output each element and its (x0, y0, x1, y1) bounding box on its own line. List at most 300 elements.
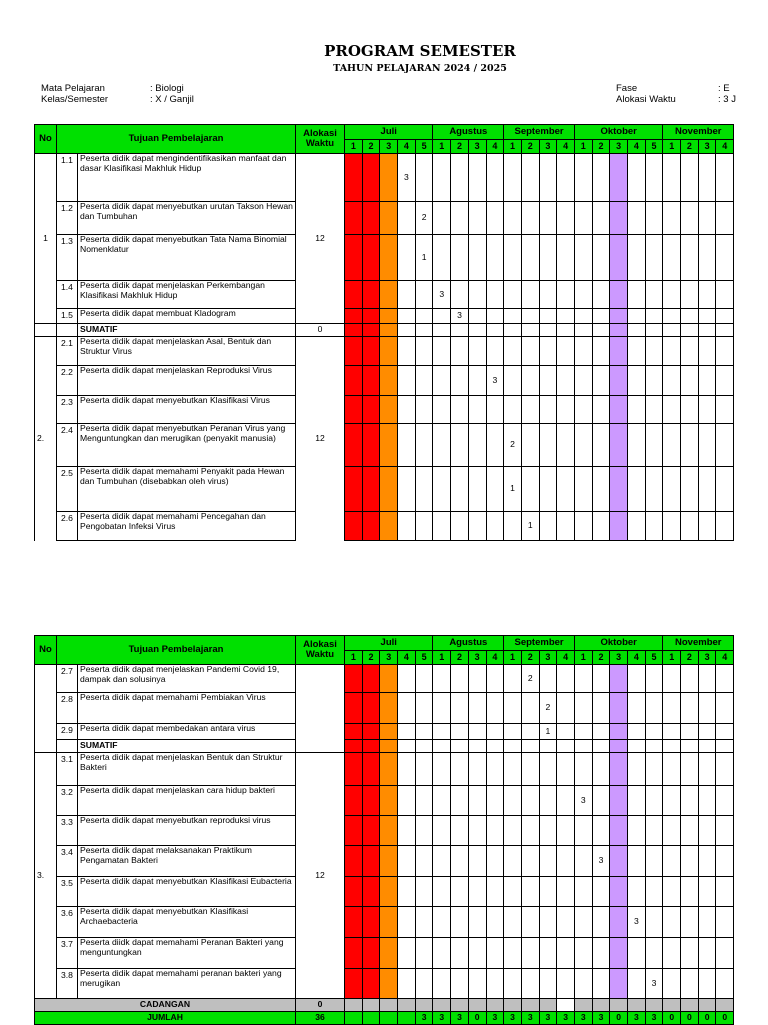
jumlah-week: 3 (557, 1012, 575, 1025)
row-text: Peserta diidk dapat memahami Peranan Bakteri yang menguntungkan (78, 938, 296, 969)
week-cell (592, 235, 610, 281)
row-code: 3.5 (57, 877, 78, 907)
week-cell (415, 337, 433, 366)
week-cell (610, 816, 628, 846)
alokasi-value: : 3 J (718, 94, 736, 105)
week-cell (362, 337, 380, 366)
week-cell (698, 154, 716, 202)
mapel-value: : Biologi (150, 83, 184, 94)
week-cell (380, 366, 398, 396)
week-cell (521, 396, 539, 424)
week-cell (574, 512, 592, 541)
header-week: 3 (539, 651, 557, 665)
week-cell (362, 740, 380, 753)
week-cell: 2 (539, 693, 557, 724)
week-cell (557, 740, 575, 753)
week-cell (645, 846, 663, 877)
week-cell (539, 999, 557, 1012)
week-cell (698, 337, 716, 366)
table-row (35, 753, 734, 786)
week-cell (574, 665, 592, 693)
week-cell (557, 366, 575, 396)
row-code: 2.7 (57, 665, 78, 693)
week-cell (468, 202, 486, 235)
week-cell (521, 907, 539, 938)
week-cell (521, 846, 539, 877)
header-week: 3 (468, 140, 486, 154)
header-week: 5 (415, 140, 433, 154)
week-cell (433, 786, 451, 816)
sumatif-label: SUMATIF (78, 324, 296, 337)
row-alokasi: 12 (296, 337, 345, 541)
week-cell (521, 337, 539, 366)
week-cell (628, 938, 646, 969)
week-cell (574, 816, 592, 846)
jumlah-week: 0 (468, 1012, 486, 1025)
week-cell (345, 846, 363, 877)
week-cell (610, 309, 628, 324)
schedule-table-2 (34, 635, 734, 1025)
week-cell: 1 (521, 512, 539, 541)
week-cell (380, 938, 398, 969)
week-cell (663, 424, 681, 467)
header-week: 5 (415, 651, 433, 665)
week-cell (663, 512, 681, 541)
week-cell (610, 512, 628, 541)
week-cell (380, 202, 398, 235)
row-text: Peserta didik dapat menjelaskan Pandemi Covid 19, dampak dan solusinya (78, 665, 296, 693)
header-month: Juli (345, 636, 433, 651)
week-cell (451, 740, 469, 753)
week-cell (362, 154, 380, 202)
jumlah-week: 3 (451, 1012, 469, 1025)
header-week: 3 (698, 651, 716, 665)
week-cell: 1 (539, 724, 557, 740)
jumlah-week: 3 (645, 1012, 663, 1025)
cadangan-row (35, 999, 734, 1012)
row-code: 2.2 (57, 366, 78, 396)
week-cell (592, 693, 610, 724)
week-cell: 2 (415, 202, 433, 235)
header-week: 2 (362, 140, 380, 154)
week-cell (681, 154, 699, 202)
header-week: 4 (398, 651, 416, 665)
table-row (35, 938, 734, 969)
week-cell (698, 969, 716, 999)
week-cell (451, 324, 469, 337)
week-cell (451, 724, 469, 740)
week-cell (521, 235, 539, 281)
week-cell (539, 396, 557, 424)
table-row (35, 786, 734, 816)
week-cell (539, 877, 557, 907)
week-cell: 1 (415, 235, 433, 281)
jumlah-week: 3 (574, 1012, 592, 1025)
table-row (35, 907, 734, 938)
row-code: 2.9 (57, 724, 78, 740)
week-cell (504, 396, 522, 424)
week-cell (398, 324, 416, 337)
week-cell (468, 693, 486, 724)
header-week: 3 (380, 651, 398, 665)
week-cell (415, 309, 433, 324)
jumlah-row (35, 1012, 734, 1025)
week-cell (592, 969, 610, 999)
week-cell (504, 235, 522, 281)
week-cell (504, 366, 522, 396)
jumlah-week: 3 (415, 1012, 433, 1025)
week-cell (345, 281, 363, 309)
week-cell (557, 424, 575, 467)
week-cell (468, 396, 486, 424)
week-cell (645, 877, 663, 907)
jumlah-week: 3 (433, 1012, 451, 1025)
week-cell (557, 235, 575, 281)
row-text: Peserta didik dapat menyebutkan Klasifikasi Archaebacteria (78, 907, 296, 938)
header-week: 4 (486, 140, 504, 154)
week-cell: 3 (574, 786, 592, 816)
week-cell (468, 154, 486, 202)
header-month: September (504, 125, 575, 140)
week-cell (557, 324, 575, 337)
week-cell (698, 786, 716, 816)
table-row (35, 235, 734, 281)
week-cell (716, 665, 734, 693)
header-week: 1 (433, 651, 451, 665)
week-cell (415, 753, 433, 786)
week-cell (592, 753, 610, 786)
week-cell (698, 202, 716, 235)
jumlah-week (345, 1012, 363, 1025)
week-cell (398, 467, 416, 512)
week-cell (433, 337, 451, 366)
week-cell (592, 366, 610, 396)
week-cell (380, 753, 398, 786)
week-cell (681, 309, 699, 324)
week-cell (698, 424, 716, 467)
row-alokasi (296, 665, 345, 753)
week-cell (345, 907, 363, 938)
week-cell (539, 753, 557, 786)
week-cell (415, 938, 433, 969)
row-text: Peserta didik dapat membuat Kladogram (78, 309, 296, 324)
week-cell (362, 396, 380, 424)
week-cell (415, 846, 433, 877)
week-cell (716, 816, 734, 846)
week-cell (628, 786, 646, 816)
header-month: Agustus (433, 125, 504, 140)
week-cell (557, 969, 575, 999)
week-cell (716, 424, 734, 467)
row-text: Peserta didik dapat memahami Penyakit pada Hewan dan Tumbuhan (disebabkan oleh virus) (78, 467, 296, 512)
cadangan-label: CADANGAN (35, 999, 296, 1012)
week-cell (539, 154, 557, 202)
week-cell (380, 467, 398, 512)
week-cell (716, 309, 734, 324)
week-cell (486, 324, 504, 337)
week-cell (380, 999, 398, 1012)
week-cell (592, 309, 610, 324)
week-cell (398, 846, 416, 877)
week-cell (486, 907, 504, 938)
sumatif-label: SUMATIF (78, 740, 296, 753)
week-cell (716, 693, 734, 724)
week-cell (698, 816, 716, 846)
week-cell (645, 938, 663, 969)
week-cell (698, 846, 716, 877)
week-cell (433, 693, 451, 724)
week-cell (574, 281, 592, 309)
jumlah-label: JUMLAH (35, 1012, 296, 1025)
week-cell (574, 753, 592, 786)
week-cell (521, 467, 539, 512)
week-cell (451, 235, 469, 281)
week-cell (451, 154, 469, 202)
week-cell (398, 235, 416, 281)
week-cell (592, 999, 610, 1012)
week-cell (574, 235, 592, 281)
header-week: 4 (557, 140, 575, 154)
week-cell (574, 337, 592, 366)
week-cell (681, 786, 699, 816)
week-cell (433, 396, 451, 424)
table-row (35, 724, 734, 740)
week-cell (380, 740, 398, 753)
week-cell (628, 512, 646, 541)
week-cell (398, 424, 416, 467)
week-cell (681, 665, 699, 693)
week-cell (574, 309, 592, 324)
week-cell (610, 999, 628, 1012)
week-cell (521, 693, 539, 724)
week-cell (362, 235, 380, 281)
week-cell (486, 512, 504, 541)
week-cell (539, 938, 557, 969)
week-cell (663, 938, 681, 969)
week-cell (645, 366, 663, 396)
week-cell (398, 366, 416, 396)
week-cell (415, 969, 433, 999)
week-cell (592, 396, 610, 424)
week-cell (451, 337, 469, 366)
week-cell (698, 753, 716, 786)
week-cell (539, 467, 557, 512)
week-cell (415, 877, 433, 907)
week-cell (380, 337, 398, 366)
header-week: 3 (698, 140, 716, 154)
header-week: 1 (433, 140, 451, 154)
week-cell (451, 665, 469, 693)
week-cell (628, 396, 646, 424)
week-cell (698, 740, 716, 753)
week-cell (380, 907, 398, 938)
week-cell (539, 969, 557, 999)
week-cell (716, 337, 734, 366)
week-cell (415, 816, 433, 846)
week-cell (451, 693, 469, 724)
week-cell (521, 309, 539, 324)
week-cell (663, 202, 681, 235)
row-text: Peserta didik dapat menyebutkan Klasifikasi Eubacteria (78, 877, 296, 907)
week-cell (698, 512, 716, 541)
table-row (35, 202, 734, 235)
week-cell (716, 786, 734, 816)
week-cell (451, 846, 469, 877)
week-cell (468, 665, 486, 693)
week-cell (628, 467, 646, 512)
week-cell (345, 786, 363, 816)
week-cell (486, 816, 504, 846)
week-cell (486, 467, 504, 512)
week-cell (716, 235, 734, 281)
table-row (35, 846, 734, 877)
week-cell (663, 846, 681, 877)
week-cell (398, 907, 416, 938)
header-month: September (504, 636, 575, 651)
week-cell (433, 907, 451, 938)
week-cell (610, 969, 628, 999)
row-code: 1.5 (57, 309, 78, 324)
week-cell (610, 366, 628, 396)
week-cell (504, 154, 522, 202)
week-cell (628, 337, 646, 366)
header-week: 2 (592, 140, 610, 154)
week-cell (433, 753, 451, 786)
row-text: Peserta didik dapat membedakan antara virus (78, 724, 296, 740)
week-cell (345, 724, 363, 740)
week-cell (628, 202, 646, 235)
week-cell (521, 740, 539, 753)
week-cell (698, 324, 716, 337)
table-row (35, 396, 734, 424)
week-cell (521, 324, 539, 337)
week-cell (610, 753, 628, 786)
table-row (35, 693, 734, 724)
week-cell (557, 846, 575, 877)
week-cell (539, 816, 557, 846)
row-no (35, 665, 57, 753)
week-cell (504, 337, 522, 366)
jumlah-week: 0 (716, 1012, 734, 1025)
week-cell (592, 740, 610, 753)
week-cell (433, 235, 451, 281)
week-cell (663, 907, 681, 938)
week-cell (663, 467, 681, 512)
week-cell (504, 512, 522, 541)
week-cell (451, 877, 469, 907)
week-cell (716, 512, 734, 541)
week-cell (362, 693, 380, 724)
week-cell (415, 786, 433, 816)
week-cell (716, 467, 734, 512)
week-cell (521, 366, 539, 396)
week-cell (433, 846, 451, 877)
week-cell (504, 969, 522, 999)
week-cell: 3 (398, 154, 416, 202)
week-cell (468, 907, 486, 938)
week-cell (574, 999, 592, 1012)
week-cell (486, 877, 504, 907)
week-cell (468, 786, 486, 816)
week-cell (557, 665, 575, 693)
week-cell (415, 467, 433, 512)
week-cell (610, 724, 628, 740)
week-cell (415, 907, 433, 938)
week-cell (592, 281, 610, 309)
week-cell (574, 467, 592, 512)
week-cell (628, 816, 646, 846)
week-cell (380, 309, 398, 324)
header-week: 4 (716, 651, 734, 665)
week-cell (557, 512, 575, 541)
week-cell (557, 907, 575, 938)
header-week: 2 (681, 140, 699, 154)
page-subtitle: TAHUN PELAJARAN 2024 / 2025 (333, 63, 507, 74)
header-tujuan: Tujuan Pembelajaran (57, 636, 296, 665)
jumlah-week: 3 (592, 1012, 610, 1025)
week-cell (663, 396, 681, 424)
week-cell (521, 938, 539, 969)
week-cell (398, 309, 416, 324)
cadangan-alokasi: 0 (296, 999, 345, 1012)
week-cell (645, 396, 663, 424)
week-cell (486, 740, 504, 753)
week-cell (362, 366, 380, 396)
week-cell (451, 396, 469, 424)
week-cell (362, 907, 380, 938)
week-cell (698, 938, 716, 969)
week-cell (628, 740, 646, 753)
week-cell (698, 907, 716, 938)
week-cell: 3 (645, 969, 663, 999)
week-cell (574, 969, 592, 999)
header-week: 1 (345, 140, 363, 154)
week-cell (486, 235, 504, 281)
jumlah-week (362, 1012, 380, 1025)
week-cell (716, 202, 734, 235)
row-text: Peserta didik dapat menyebutkan Tata Nama Binomial Nomenklatur (78, 235, 296, 281)
week-cell (557, 693, 575, 724)
week-cell (504, 877, 522, 907)
header-week: 2 (521, 651, 539, 665)
week-cell (521, 969, 539, 999)
week-cell (592, 786, 610, 816)
week-cell (663, 309, 681, 324)
week-cell (415, 665, 433, 693)
week-cell (486, 693, 504, 724)
week-cell (521, 877, 539, 907)
table-row (35, 337, 734, 366)
week-cell: 2 (504, 424, 522, 467)
week-cell (681, 396, 699, 424)
week-cell (698, 693, 716, 724)
row-code: 2.6 (57, 512, 78, 541)
week-cell (415, 724, 433, 740)
week-cell (398, 969, 416, 999)
week-cell: 3 (451, 309, 469, 324)
week-cell (521, 202, 539, 235)
table-row (35, 154, 734, 202)
week-cell (398, 281, 416, 309)
week-cell (362, 512, 380, 541)
sumatif-row (35, 324, 734, 337)
table-row (35, 309, 734, 324)
week-cell (663, 281, 681, 309)
jumlah-week: 0 (663, 1012, 681, 1025)
week-cell (645, 281, 663, 309)
header-week: 4 (486, 651, 504, 665)
week-cell (716, 154, 734, 202)
